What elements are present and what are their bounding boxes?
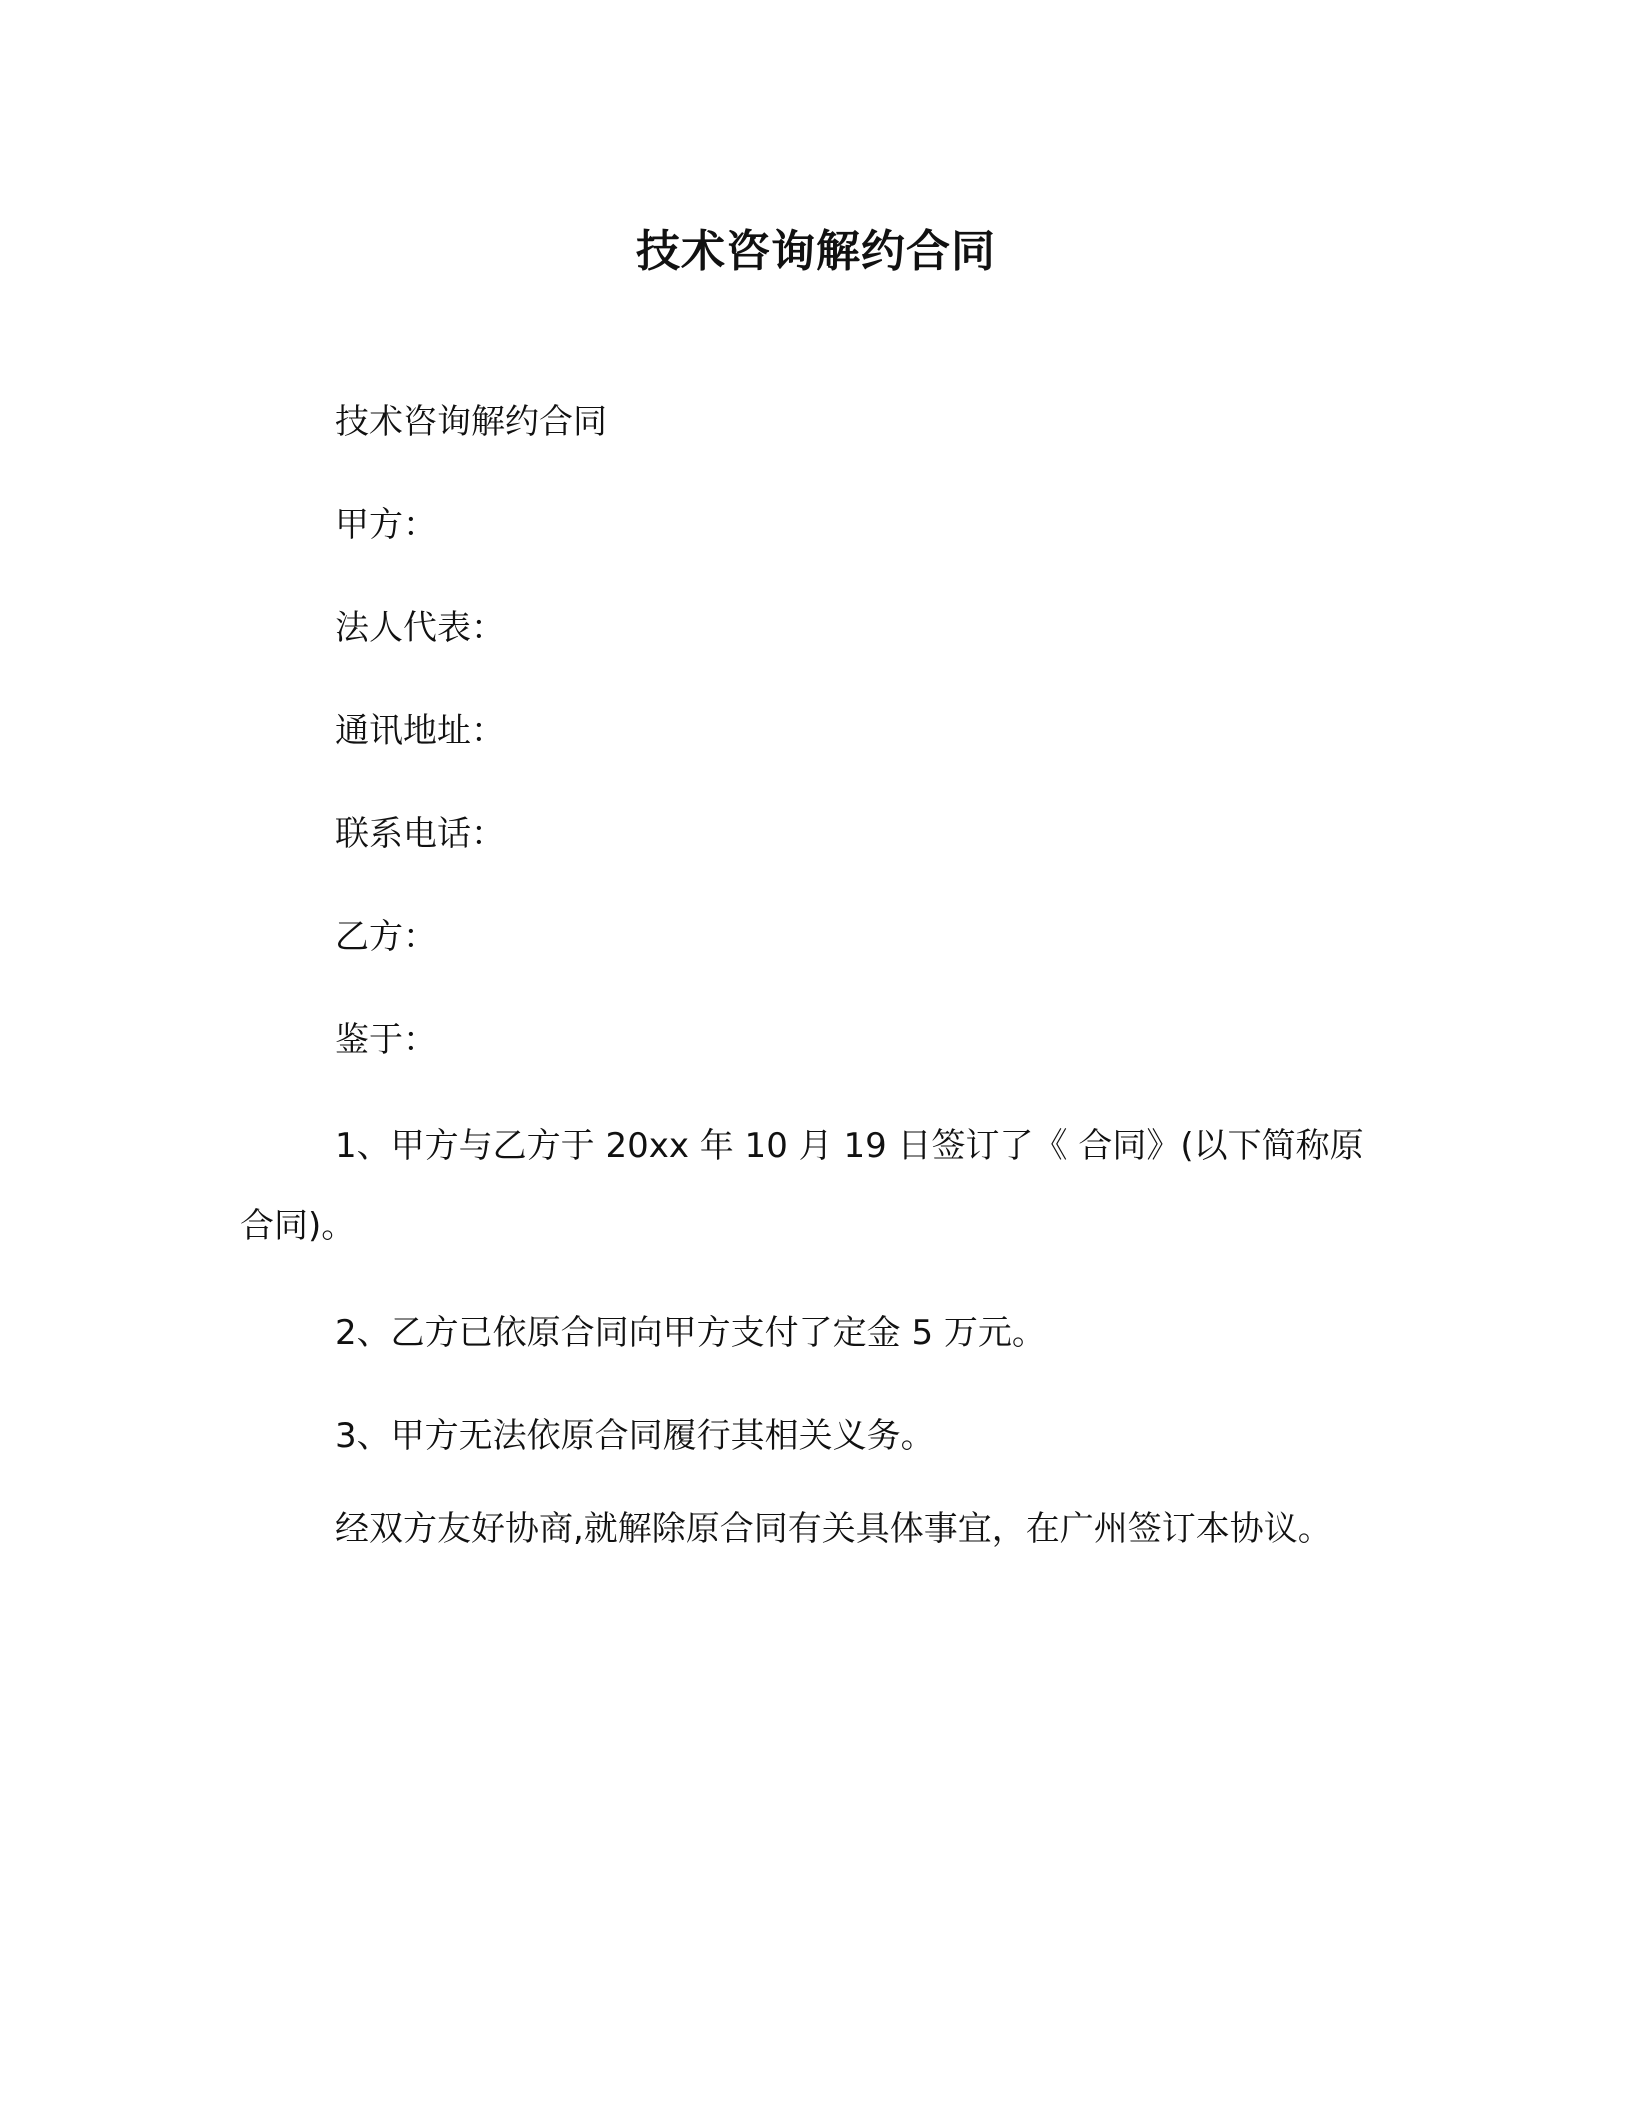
clause-3: 3、甲方无法依原合同履行其相关义务。 xyxy=(335,1416,935,1456)
closing-paragraph: 经双方友好协商,就解除原合同有关具体事宜，在广州签订本协议。 xyxy=(335,1509,1332,1549)
clause-1: 1、甲方与乙方于 20xx 年 10 月 19 日签订了《 合同》(以下简称原合同)。 xyxy=(240,1126,1364,1246)
clause-2: 2、乙方已依原合同向甲方支付了定金 5 万元。 xyxy=(335,1313,1046,1353)
party-b-label: 乙方： xyxy=(335,917,437,957)
document-subtitle: 技术咨询解约合同 xyxy=(335,402,607,442)
document-title: 技术咨询解约合同 xyxy=(636,226,996,277)
legal-representative-label: 法人代表： xyxy=(335,608,505,648)
whereas-label: 鉴于： xyxy=(335,1020,437,1060)
party-a-label: 甲方： xyxy=(335,505,437,545)
phone-label: 联系电话： xyxy=(335,814,505,854)
address-label: 通讯地址： xyxy=(335,711,505,751)
